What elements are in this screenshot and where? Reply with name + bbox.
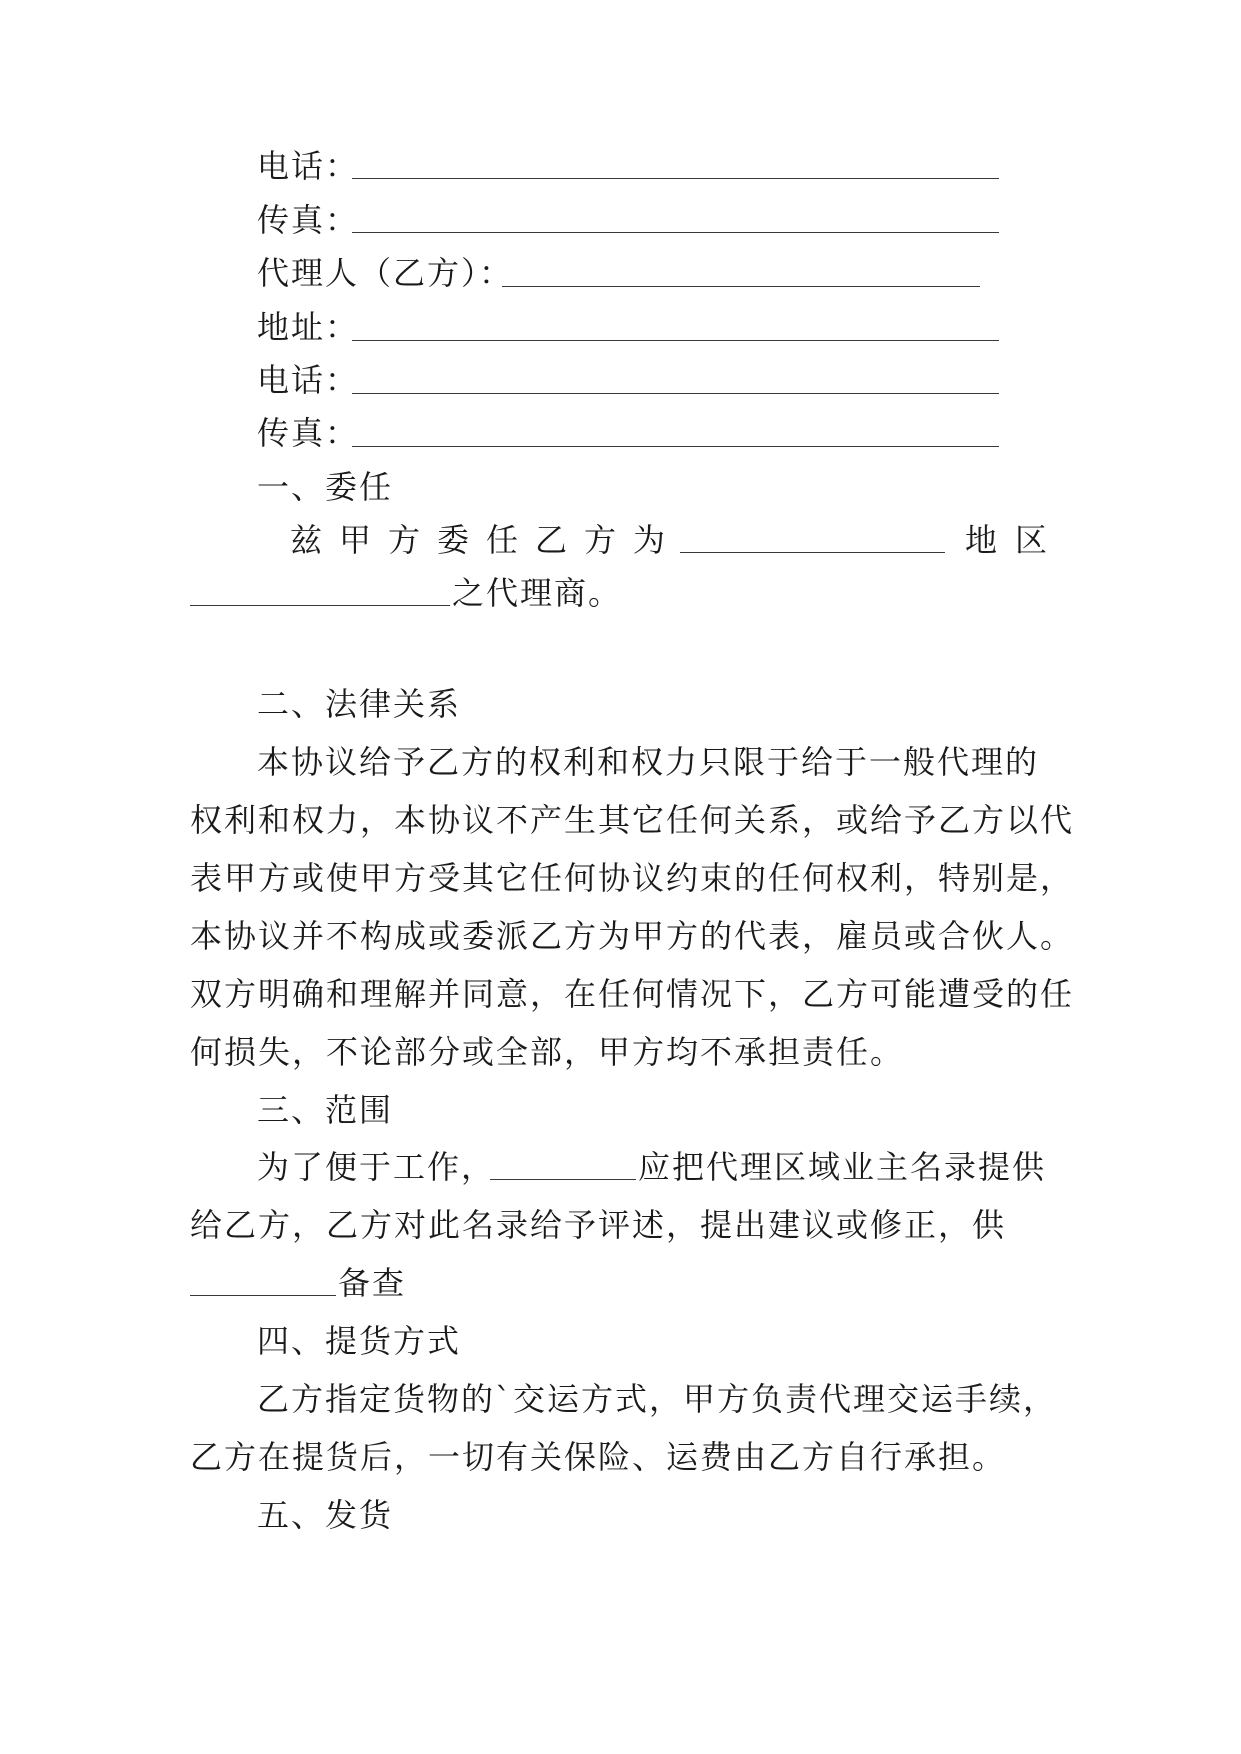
s3-paragraph-start: 为了便于工作，	[257, 1148, 496, 1186]
phone-label: 电话：	[257, 361, 360, 399]
s3-blank-2	[190, 1295, 336, 1296]
s1-region-char: 区	[1015, 521, 1050, 559]
agent-label: 代理人（乙方）：	[257, 254, 514, 292]
s1-body-end: 之代理商。	[452, 574, 623, 612]
fax-label: 传真：	[257, 201, 360, 239]
s2-paragraph-line: 何损失，不论部分或全部，甲方均不承担责任。	[190, 1033, 905, 1071]
section-heading-shipment: 五、发货	[257, 1496, 394, 1534]
fax-blank-1	[352, 232, 999, 233]
fax-label: 传真：	[257, 414, 360, 452]
phone-label: 电话：	[257, 147, 360, 185]
section-heading-appointment: 一、委任	[257, 468, 394, 506]
fax-field-1	[257, 200, 1127, 240]
fax-field-2	[257, 413, 1127, 453]
region-blank-1	[680, 552, 945, 553]
s1-char: 方	[388, 521, 423, 559]
region-blank-2	[190, 605, 450, 606]
s3-blank-1	[490, 1179, 636, 1180]
s3-paragraph-end: 应把代理区域业主名录提供	[638, 1148, 1047, 1186]
s1-char: 方	[584, 521, 619, 559]
address-field	[257, 307, 1127, 347]
s3-paragraph-line: 给乙方，乙方对此名录给予评述，提出建议或修正，供	[190, 1206, 1007, 1244]
s4-paragraph-line: 乙方指定货物的`交运方式，甲方负责代理交运手续，	[257, 1380, 1058, 1418]
s4-paragraph-line: 乙方在提货后，一切有关保险、运费由乙方自行承担。	[190, 1438, 1007, 1476]
phone-blank-2	[352, 393, 999, 394]
address-blank	[352, 340, 999, 341]
s1-char: 兹	[290, 521, 325, 559]
s1-char: 甲	[339, 521, 374, 559]
phone-field-1	[257, 146, 1127, 186]
s3-paragraph-end: 备查	[338, 1264, 407, 1302]
agent-field	[257, 253, 1127, 293]
fax-blank-2	[352, 446, 999, 447]
agent-blank	[502, 286, 980, 287]
s1-char: 委	[437, 521, 472, 559]
phone-field-2	[257, 360, 1127, 400]
s1-char: 乙	[535, 521, 570, 559]
s1-char: 为	[633, 521, 668, 559]
section-heading-legal-relationship: 二、法律关系	[257, 685, 462, 723]
s2-paragraph-line: 本协议并不构成或委派乙方为甲方的代表，雇员或合伙人。	[190, 917, 1075, 955]
section-heading-delivery-method: 四、提货方式	[257, 1322, 462, 1360]
phone-blank-1	[352, 178, 999, 179]
s2-paragraph-line: 表甲方或使甲方受其它任何协议约束的任何权利，特别是，	[190, 859, 1075, 897]
section-heading-scope: 三、范围	[257, 1091, 394, 1129]
s2-paragraph-line: 权利和权力，本协议不产生其它任何关系，或给予乙方以代	[190, 801, 1075, 839]
s2-paragraph-line: 双方明确和理解并同意，在任何情况下，乙方可能遭受的任	[190, 975, 1075, 1013]
s2-paragraph-line: 本协议给予乙方的权利和权力只限于给于一般代理的	[257, 743, 1040, 781]
s1-region-char: 地	[965, 521, 1000, 559]
address-label: 地址：	[257, 308, 360, 346]
s1-char: 任	[486, 521, 521, 559]
